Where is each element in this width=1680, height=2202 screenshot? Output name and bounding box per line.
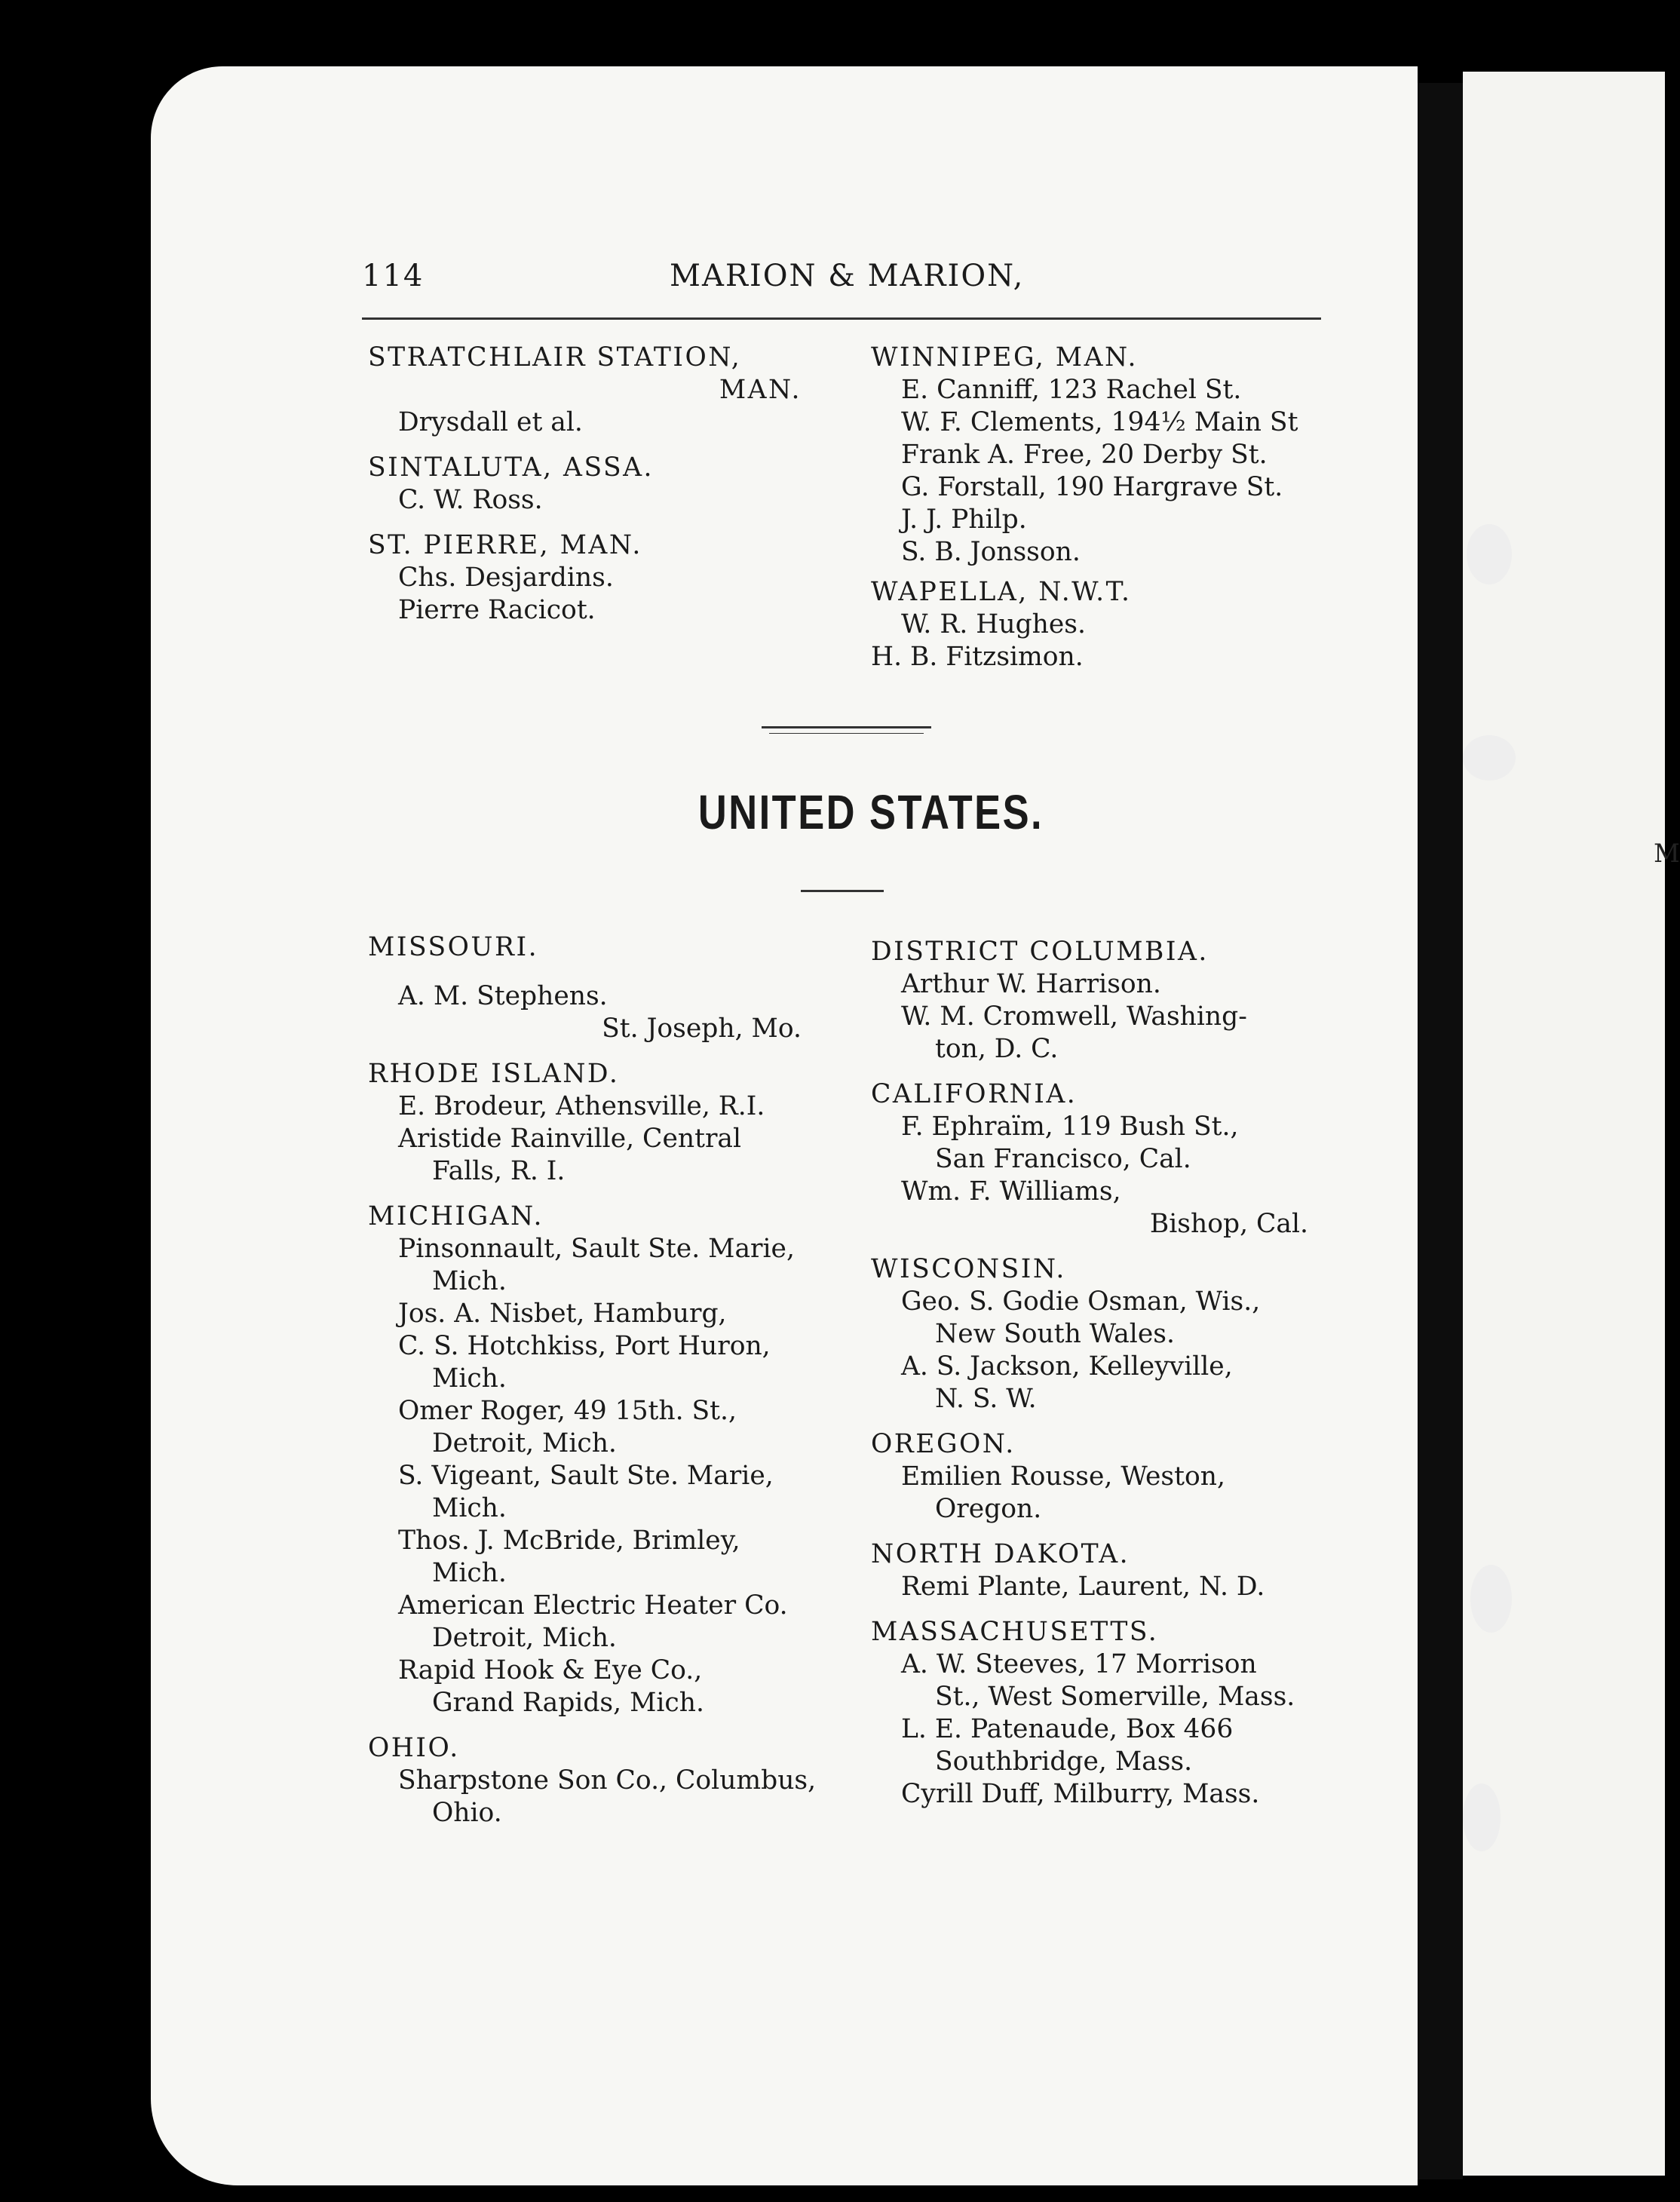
entry-location: St. Joseph, Mo. (602, 1014, 802, 1044)
entry-text: Geo. S. Godie Osman, Wis., (901, 1287, 1261, 1317)
group-gap (368, 1188, 820, 1201)
us-right-column (871, 936, 1327, 1811)
group-gap (871, 1241, 1327, 1253)
canada-left-column (368, 342, 820, 627)
place-heading: STRATCHLAIR STATION, (368, 342, 742, 373)
place-heading: ST. PIERRE, MAN. (368, 530, 642, 560)
entry-continuation: St., West Somerville, Mass. (935, 1682, 1295, 1712)
state-heading: DISTRICT COLUMBIA. (871, 937, 1209, 967)
place-heading: SINTALUTA, ASSA. (368, 452, 655, 483)
entry-text: Wm. F. Williams, (901, 1176, 1121, 1207)
entry-text: E. Canniff, 123 Rachel St. (901, 375, 1242, 405)
place-heading: WINNIPEG, MAN. (871, 342, 1138, 373)
entry-continuation: New South Wales. (935, 1319, 1175, 1349)
entry-text: Chs. Desjardins. (398, 563, 614, 593)
entry-continuation: Mich. (432, 1266, 507, 1296)
entry-text: A. S. Jackson, Kelleyville, (901, 1351, 1233, 1382)
adjacent-page (1463, 72, 1665, 2176)
entry-continuation: Falls, R. I. (432, 1156, 566, 1186)
place-heading: WAPELLA, N.W.T. (871, 577, 1132, 607)
adjacent-page-letter: M (1654, 839, 1680, 869)
group-gap (368, 517, 820, 529)
canada-right-column (871, 342, 1323, 673)
entry-text: Thos. J. McBride, Brimley, (398, 1526, 740, 1556)
entry-continuation: Southbridge, Mass. (935, 1747, 1193, 1777)
entry-text: S. B. Jonsson. (901, 537, 1081, 567)
entry-text: Drysdall et al. (398, 407, 583, 437)
state-heading: RHODE ISLAND. (368, 1059, 620, 1089)
entry-location: Bishop, Cal. (1149, 1209, 1308, 1239)
entry-text: American Electric Heater Co. (398, 1590, 788, 1621)
title-underline (801, 890, 884, 892)
running-title: MARION & MARION, (670, 259, 1025, 293)
group-gap (871, 569, 1323, 576)
entry-continuation: N. S. W. (935, 1384, 1037, 1414)
group-gap (368, 439, 820, 452)
entry-continuation: San Francisco, Cal. (935, 1144, 1191, 1174)
entry-text: A. M. Stephens. (398, 981, 608, 1011)
state-heading: CALIFORNIA. (871, 1079, 1078, 1109)
group-gap (871, 1526, 1327, 1538)
entry-continuation: Mich. (432, 1493, 507, 1523)
entry-text: Aristide Rainville, Central (398, 1124, 742, 1154)
entry-continuation: Detroit, Mich. (432, 1623, 617, 1653)
section-divider-2 (769, 733, 924, 734)
place-heading-cont: MAN. (719, 375, 802, 405)
entry-continuation: Oregon. (935, 1494, 1042, 1524)
book-gutter (1418, 83, 1463, 2179)
state-heading: NORTH DAKOTA. (871, 1539, 1130, 1569)
state-heading: WISCONSIN. (871, 1254, 1066, 1284)
entry-continuation: Detroit, Mich. (432, 1428, 617, 1458)
header-rule (362, 317, 1321, 320)
group-gap (871, 1066, 1327, 1078)
group-gap (368, 1719, 820, 1732)
section-title: UNITED STATES. (697, 785, 1044, 839)
entry-continuation: Ohio. (432, 1798, 502, 1828)
entry-continuation: Mich. (432, 1558, 507, 1588)
entry-continuation: Mich. (432, 1363, 507, 1394)
entry-text: A. W. Steeves, 17 Morrison (901, 1649, 1257, 1679)
us-left-column (368, 931, 820, 1829)
entry-text: Omer Roger, 49 15th. St., (398, 1396, 737, 1426)
group-gap (368, 1045, 820, 1058)
group-gap (871, 1603, 1327, 1616)
entry-text: F. Ephraïm, 119 Bush St., (901, 1112, 1239, 1142)
entry-text: Emilien Rousse, Weston, (901, 1461, 1225, 1492)
entry-text: Remi Plante, Laurent, N. D. (901, 1572, 1265, 1602)
entry-text: W. M. Cromwell, Washing- (901, 1001, 1247, 1032)
entry-text: Cyrill Duff, Milburry, Mass. (901, 1779, 1260, 1809)
entry-text: C. W. Ross. (398, 485, 543, 515)
entry-text: H. B. Fitzsimon. (871, 642, 1084, 672)
state-heading: MICHIGAN. (368, 1201, 544, 1231)
entry-text: C. S. Hotchkiss, Port Huron, (398, 1331, 771, 1361)
entry-text: Jos. A. Nisbet, Hamburg, (398, 1299, 727, 1329)
state-heading: OHIO. (368, 1733, 460, 1763)
entry-text: E. Brodeur, Athensville, R.I. (398, 1091, 765, 1121)
page-number: 114 (362, 259, 425, 293)
entry-text: Sharpstone Son Co., Columbus, (398, 1765, 817, 1796)
entry-text: Pierre Racicot. (398, 595, 596, 625)
entry-text: G. Forstall, 190 Hargrave St. (901, 472, 1283, 502)
entry-continuation: ton, D. C. (935, 1034, 1059, 1064)
state-heading: OREGON. (871, 1429, 1016, 1459)
entry-text: S. Vigeant, Sault Ste. Marie, (398, 1461, 774, 1491)
entry-text: J. J. Philp. (901, 504, 1027, 535)
state-heading: MASSACHUSETTS. (871, 1617, 1159, 1647)
state-heading: MISSOURI. (368, 932, 539, 962)
entry-text: Arthur W. Harrison. (901, 969, 1161, 999)
entry-text: W. R. Hughes. (901, 609, 1086, 639)
entry-text: Frank A. Free, 20 Derby St. (901, 440, 1268, 470)
entry-text: Pinsonnault, Sault Ste. Marie, (398, 1234, 795, 1264)
entry-text: W. F. Clements, 194½ Main St (901, 407, 1298, 437)
group-gap (871, 1415, 1327, 1428)
entry-continuation: Grand Rapids, Mich. (432, 1688, 704, 1718)
entry-text: Rapid Hook & Eye Co., (398, 1655, 703, 1685)
entry-text: L. E. Patenaude, Box 466 (901, 1714, 1234, 1744)
section-divider (762, 726, 931, 728)
